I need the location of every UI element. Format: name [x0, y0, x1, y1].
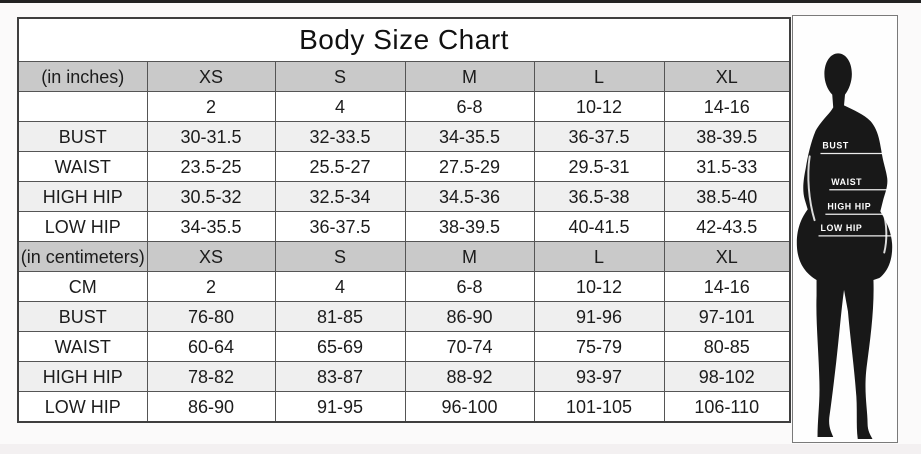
size-cell: 34-35.5	[147, 212, 275, 242]
size-cell: 70-74	[405, 332, 534, 362]
size-cell: 96-100	[405, 392, 534, 423]
size-cell: 25.5-27	[275, 152, 405, 182]
size-cell: 40-41.5	[534, 212, 664, 242]
size-cell: 97-101	[664, 302, 790, 332]
figure-label-highhip: HIGH HIP	[827, 201, 872, 212]
size-cell: 81-85	[275, 302, 405, 332]
size-cell: 10-12	[534, 272, 664, 302]
figure-label-bust: BUST	[822, 140, 849, 151]
table-row-inches-highhip	[18, 182, 790, 212]
row-label: BUST	[18, 302, 147, 332]
size-cell: 14-16	[664, 92, 790, 122]
size-cell: 78-82	[147, 362, 275, 392]
size-cell: 86-90	[147, 392, 275, 423]
figure-label-lowhip: LOW HIP	[820, 222, 863, 233]
unit-label-centimeters: (in centimeters)	[18, 242, 147, 272]
table-row-inches-waist	[18, 152, 790, 182]
table-row-inches-lowhip	[18, 212, 790, 242]
size-header-m: M	[405, 242, 534, 272]
row-label: LOW HIP	[18, 392, 147, 423]
size-cell: 34-35.5	[405, 122, 534, 152]
row-label: LOW HIP	[18, 212, 147, 242]
inches-header-row	[18, 62, 790, 92]
size-cell: 38.5-40	[664, 182, 790, 212]
size-cell: 4	[275, 92, 405, 122]
centimeters-header-row	[18, 242, 790, 272]
size-cell: 93-97	[534, 362, 664, 392]
unit-label-inches: (in inches)	[18, 62, 147, 92]
female-body-silhouette	[793, 16, 897, 442]
size-cell: 83-87	[275, 362, 405, 392]
size-cell: 6-8	[405, 272, 534, 302]
size-cell: 27.5-29	[405, 152, 534, 182]
size-header-xl: XL	[664, 242, 790, 272]
size-cell: 38-39.5	[405, 212, 534, 242]
size-header-l: L	[534, 62, 664, 92]
table-row-cm-highhip	[18, 362, 790, 392]
size-cell: 36-37.5	[534, 122, 664, 152]
table-row-cm-bust	[18, 302, 790, 332]
size-cell: 86-90	[405, 302, 534, 332]
row-label: CM	[18, 272, 147, 302]
size-cell: 38-39.5	[664, 122, 790, 152]
size-cell: 76-80	[147, 302, 275, 332]
size-cell: 10-12	[534, 92, 664, 122]
size-cell: 101-105	[534, 392, 664, 423]
size-cell: 29.5-31	[534, 152, 664, 182]
top-border-line	[0, 0, 921, 3]
size-cell: 30-31.5	[147, 122, 275, 152]
size-cell: 65-69	[275, 332, 405, 362]
size-cell: 75-79	[534, 332, 664, 362]
size-cell: 106-110	[664, 392, 790, 423]
size-cell: 2	[147, 272, 275, 302]
size-cell: 32.5-34	[275, 182, 405, 212]
size-cell: 4	[275, 272, 405, 302]
size-cell: 30.5-32	[147, 182, 275, 212]
measurement-figure-panel	[792, 15, 898, 443]
size-header-s: S	[275, 242, 405, 272]
figure-label-waist: WAIST	[831, 176, 863, 187]
row-label: HIGH HIP	[18, 362, 147, 392]
size-cell: 36.5-38	[534, 182, 664, 212]
size-cell: 36-37.5	[275, 212, 405, 242]
size-header-xs: XS	[147, 242, 275, 272]
size-cell: 32-33.5	[275, 122, 405, 152]
size-cell: 23.5-25	[147, 152, 275, 182]
size-cell: 60-64	[147, 332, 275, 362]
size-header-l: L	[534, 242, 664, 272]
size-cell: 91-96	[534, 302, 664, 332]
size-cell: 88-92	[405, 362, 534, 392]
size-cell: 34.5-36	[405, 182, 534, 212]
size-cell: 80-85	[664, 332, 790, 362]
row-label: WAIST	[18, 332, 147, 362]
size-cell: 14-16	[664, 272, 790, 302]
size-header-xl: XL	[664, 62, 790, 92]
title-row	[18, 18, 790, 62]
size-cell: 31.5-33	[664, 152, 790, 182]
row-label	[18, 92, 147, 122]
bottom-margin-strip	[0, 444, 921, 454]
row-label: BUST	[18, 122, 147, 152]
table-row-cm-lowhip	[18, 392, 790, 423]
table-row-inches-sizes	[18, 92, 790, 122]
size-cell: 98-102	[664, 362, 790, 392]
size-header-xs: XS	[147, 62, 275, 92]
table-row-inches-bust	[18, 122, 790, 152]
size-cell: 2	[147, 92, 275, 122]
row-label: HIGH HIP	[18, 182, 147, 212]
size-cell: 42-43.5	[664, 212, 790, 242]
page-title: Body Size Chart	[18, 18, 790, 62]
row-label: WAIST	[18, 152, 147, 182]
body-size-chart-table	[17, 17, 791, 423]
size-header-m: M	[405, 62, 534, 92]
table-row-cm-sizes	[18, 272, 790, 302]
size-cell: 6-8	[405, 92, 534, 122]
size-cell: 91-95	[275, 392, 405, 423]
table-row-cm-waist	[18, 332, 790, 362]
size-header-s: S	[275, 62, 405, 92]
